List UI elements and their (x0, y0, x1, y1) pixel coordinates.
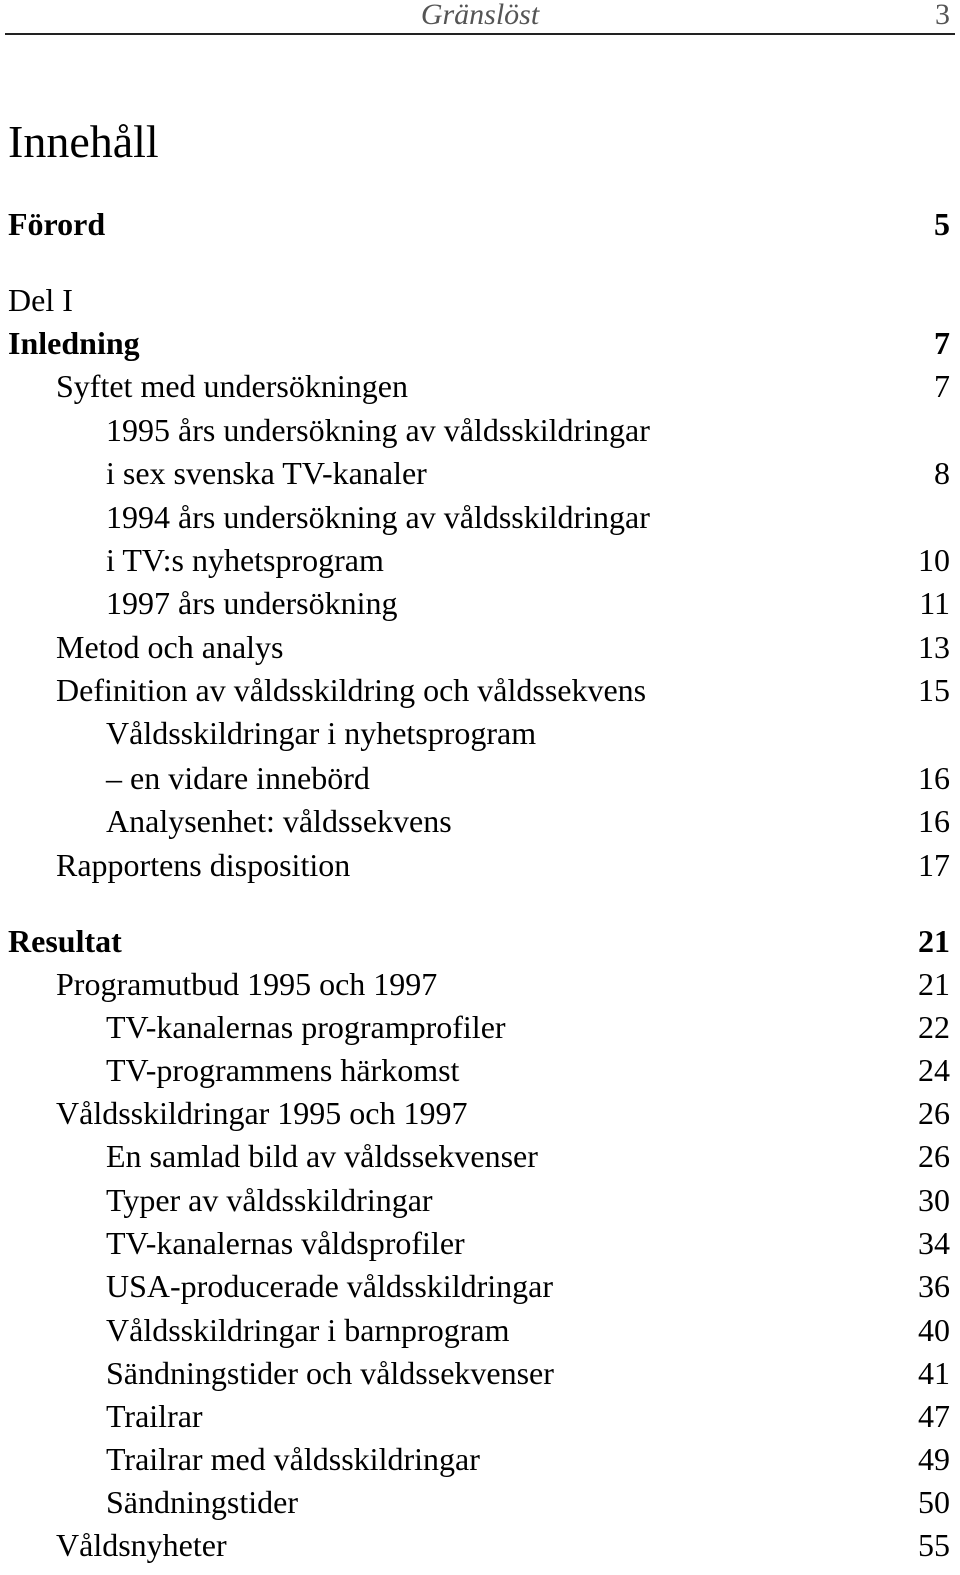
toc-label: Resultat (8, 923, 122, 959)
toc-label: 1997 års undersökning (106, 585, 398, 621)
toc-label: 1995 års undersökning av våldsskildringar (106, 412, 650, 448)
toc-label: i TV:s nyhetsprogram (106, 542, 384, 578)
toc-page: 36 (918, 1268, 950, 1304)
toc-page: 40 (918, 1312, 950, 1348)
toc-entry[interactable] (8, 964, 950, 1004)
toc-entry-resultat[interactable] (8, 921, 950, 961)
toc-entry[interactable] (8, 758, 950, 798)
toc-page: 30 (918, 1182, 950, 1218)
toc-entry[interactable] (8, 1007, 950, 1047)
toc-entry[interactable] (8, 1180, 950, 1220)
toc-page: 15 (918, 672, 950, 708)
toc-label: Programutbud 1995 och 1997 (56, 966, 438, 1002)
toc-page: 8 (934, 455, 950, 491)
toc-label: Trailrar (106, 1398, 203, 1434)
toc-page: 10 (918, 542, 950, 578)
toc-page: 50 (918, 1484, 950, 1520)
toc-entry[interactable] (8, 670, 950, 710)
toc-entry-inledning[interactable] (8, 323, 950, 363)
toc-label: TV-programmens härkomst (106, 1052, 460, 1088)
toc-page: 26 (918, 1095, 950, 1131)
toc-label: i sex svenska TV-kanaler (106, 455, 427, 491)
toc-page: 47 (918, 1398, 950, 1434)
header-rule (5, 33, 955, 35)
page-number: 3 (935, 0, 950, 31)
toc-entry[interactable] (8, 627, 950, 667)
toc-label: – en vidare innebörd (106, 760, 370, 796)
page-title: Innehåll (8, 116, 159, 167)
toc-label: Definition av våldsskildring och våldssekvens (56, 672, 647, 708)
toc-label: Våldsskildringar i barnprogram (106, 1312, 510, 1348)
toc-page: 7 (934, 325, 950, 361)
toc-label: Metod och analys (56, 629, 284, 665)
toc-entry[interactable] (8, 1093, 950, 1133)
toc-label: 1994 års undersökning av våldsskildringar (106, 499, 650, 535)
toc-entry[interactable] (8, 1136, 950, 1176)
toc-entry[interactable] (8, 713, 950, 753)
toc-entry[interactable] (8, 583, 950, 623)
toc-entry[interactable] (8, 1353, 950, 1393)
toc-label: En samlad bild av våldssekvenser (106, 1138, 538, 1174)
toc-label: Sändningstider (106, 1484, 298, 1520)
toc-entry[interactable] (8, 1525, 950, 1565)
toc-page: 49 (918, 1441, 950, 1477)
toc-label: Våldsskildringar 1995 och 1997 (56, 1095, 468, 1131)
toc-page: 41 (918, 1355, 950, 1391)
toc-label: Våldsskildringar i nyhetsprogram (106, 715, 537, 751)
toc-page: 16 (918, 803, 950, 839)
toc-page: 7 (934, 368, 950, 404)
toc-entry[interactable] (8, 1223, 950, 1263)
toc-label: Förord (8, 206, 106, 242)
toc-label: Våldsnyheter (56, 1527, 227, 1563)
toc-label: Rapportens disposition (56, 847, 351, 883)
toc-entry[interactable] (8, 845, 950, 885)
toc-page: 5 (934, 206, 950, 242)
toc-page: 22 (918, 1009, 950, 1045)
toc-page: 55 (918, 1527, 950, 1563)
toc-entry[interactable] (8, 366, 950, 406)
toc-label: Del I (8, 282, 73, 318)
running-head (0, 0, 960, 36)
toc-page: 34 (918, 1225, 950, 1261)
toc-page: 11 (919, 585, 950, 621)
toc-label: Typer av våldsskildringar (106, 1182, 433, 1218)
toc-label: Sändningstider och våldssekvenser (106, 1355, 554, 1391)
toc-label: USA-producerade våldsskildringar (106, 1268, 553, 1304)
toc-entry[interactable] (8, 1439, 950, 1479)
toc-page: 21 (918, 923, 950, 959)
toc-label: Inledning (8, 325, 140, 361)
toc-page: 26 (918, 1138, 950, 1174)
toc-label: TV-kanalernas programprofiler (106, 1009, 506, 1045)
running-title: Gränslöst (420, 0, 540, 31)
toc-entry[interactable] (8, 1050, 950, 1090)
toc-entry[interactable] (8, 497, 950, 537)
toc-label: TV-kanalernas våldsprofiler (106, 1225, 465, 1261)
toc-entry[interactable] (8, 801, 950, 841)
toc-page: 21 (918, 966, 950, 1002)
toc-entry[interactable] (8, 1482, 950, 1522)
toc-entry[interactable] (8, 410, 950, 450)
toc-page: 13 (918, 629, 950, 665)
toc-page: 24 (918, 1052, 950, 1088)
toc-label: Syftet med undersökningen (56, 368, 408, 404)
toc-entry[interactable] (8, 540, 950, 580)
toc-entry-forord[interactable] (8, 204, 950, 244)
toc-entry[interactable] (8, 453, 950, 493)
toc-part-heading (8, 280, 950, 320)
toc-label: Analysenhet: våldssekvens (106, 803, 452, 839)
toc-entry[interactable] (8, 1310, 950, 1350)
toc-page: 16 (918, 760, 950, 796)
toc-entry[interactable] (8, 1266, 950, 1306)
toc-page: 17 (918, 847, 950, 883)
toc-entry[interactable] (8, 1396, 950, 1436)
toc-label: Trailrar med våldsskildringar (106, 1441, 480, 1477)
